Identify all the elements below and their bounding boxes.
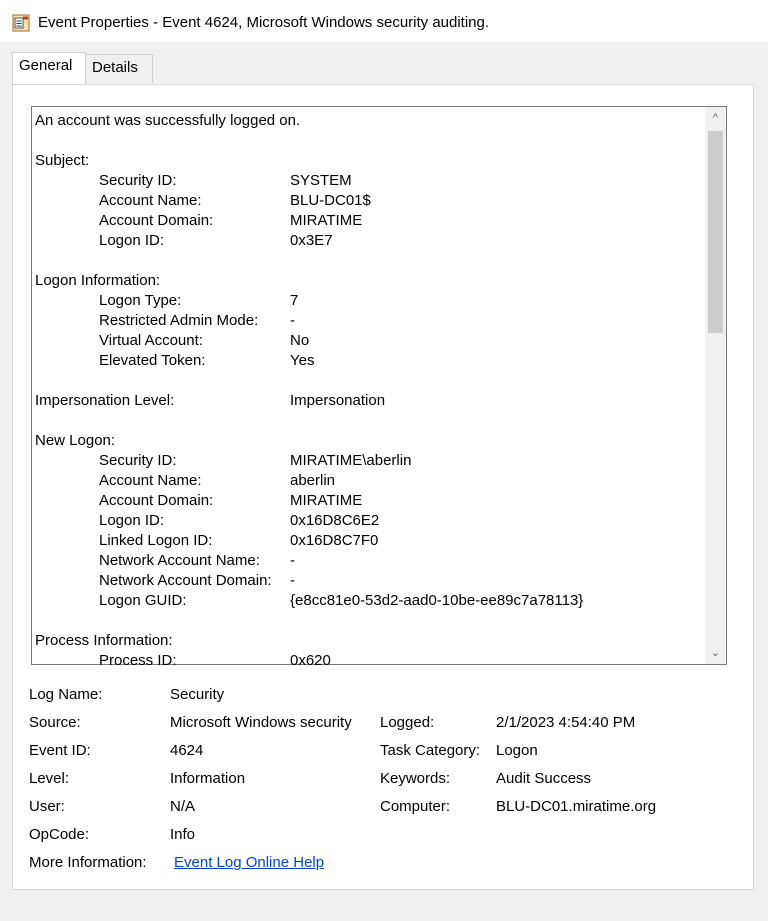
description-line xyxy=(35,571,700,591)
tab-details[interactable]: Details xyxy=(85,54,153,83)
description-line xyxy=(35,651,700,671)
description-field-label: Logon GUID: xyxy=(99,592,187,609)
description-field-value: - xyxy=(290,312,295,329)
description-field-label: Linked Logon ID: xyxy=(99,532,213,549)
description-field-value: BLU-DC01$ xyxy=(290,192,371,209)
description-field-label: Security ID: xyxy=(99,172,177,189)
description-field-label: Process Information: xyxy=(35,632,173,649)
description-field-value: aberlin xyxy=(290,472,336,489)
description-line xyxy=(35,531,700,551)
opcode-label: OpCode: xyxy=(29,826,90,843)
log-name-label: Log Name: xyxy=(29,686,103,703)
description-line xyxy=(35,351,700,371)
scroll-up-icon[interactable]: ^ xyxy=(712,112,719,124)
keywords-label: Keywords: xyxy=(380,770,451,787)
event-id-value: 4624 xyxy=(170,742,204,759)
description-field-label: Security ID: xyxy=(99,452,177,469)
description-field-value: - xyxy=(290,572,295,589)
description-field-label: New Logon: xyxy=(35,432,116,449)
description-field-label: Logon Type: xyxy=(99,292,182,309)
logged-value: 2/1/2023 4:54:40 PM xyxy=(496,714,636,731)
source-label: Source: xyxy=(29,714,81,731)
description-line xyxy=(35,151,700,171)
description-line xyxy=(35,231,700,251)
description-line xyxy=(35,271,700,291)
description-line xyxy=(35,631,700,651)
event-id-label: Event ID: xyxy=(29,742,91,759)
description-line xyxy=(35,511,700,531)
description-line xyxy=(35,431,700,451)
description-line xyxy=(35,251,700,271)
description-line xyxy=(35,611,700,631)
description-field-value: Yes xyxy=(290,352,315,369)
computer-label: Computer: xyxy=(380,798,451,815)
user-value: N/A xyxy=(170,798,196,815)
description-field-label: Impersonation Level: xyxy=(35,392,175,409)
description-line xyxy=(35,551,700,571)
computer-value: BLU-DC01.miratime.org xyxy=(496,798,657,815)
description-field-value: - xyxy=(290,552,295,569)
task-category-value: Logon xyxy=(496,742,538,759)
description-field-label: Restricted Admin Mode: xyxy=(99,312,259,329)
description-line xyxy=(35,331,700,351)
tab-general[interactable]: General xyxy=(12,52,86,84)
description-field-label: Virtual Account: xyxy=(99,332,203,349)
description-field-value: MIRATIME xyxy=(290,212,363,229)
description-field-value: 0x3E7 xyxy=(290,232,333,249)
description-field-value: SYSTEM xyxy=(290,172,352,189)
description-line xyxy=(35,471,700,491)
description-field-value: Impersonation xyxy=(290,392,386,409)
description-field-value: {e8cc81e0-53d2-aad0-10be-ee89c7a78113} xyxy=(290,592,584,609)
description-field-label: Logon ID: xyxy=(99,512,165,529)
description-line xyxy=(35,291,700,311)
description-field-label: An account was successfully logged on. xyxy=(35,112,301,129)
description-field-label: Account Name: xyxy=(99,472,202,489)
scroll-down-icon[interactable]: ⌄ xyxy=(710,647,721,659)
window-title: Event Properties - Event 4624, Microsoft Windows security auditing. xyxy=(38,14,490,31)
keywords-value: Audit Success xyxy=(496,770,592,787)
description-field-label: Logon Information: xyxy=(35,272,161,289)
description-field-label: Network Account Domain: xyxy=(99,572,272,589)
description-field-value: 0x16D8C6E2 xyxy=(290,512,380,529)
description-field-value: MIRATIME\aberlin xyxy=(290,452,412,469)
description-field-value: 7 xyxy=(290,292,299,309)
description-line xyxy=(35,491,700,511)
scrollbar-thumb[interactable] xyxy=(708,131,723,333)
description-field-value: MIRATIME xyxy=(290,492,363,509)
description-field-label: Account Domain: xyxy=(99,212,214,229)
description-line xyxy=(35,191,700,211)
logged-label: Logged: xyxy=(380,714,435,731)
description-field-label: Subject: xyxy=(35,152,90,169)
event-viewer-icon xyxy=(12,14,30,32)
event-description-text xyxy=(35,111,700,669)
task-category-label: Task Category: xyxy=(380,742,481,759)
event-description-textbox[interactable] xyxy=(31,106,727,669)
description-line xyxy=(35,391,700,411)
level-value: Information xyxy=(170,770,246,787)
description-field-label: Process ID: xyxy=(99,652,177,669)
description-line xyxy=(35,111,700,131)
vertical-scrollbar[interactable] xyxy=(705,107,726,664)
description-line xyxy=(35,171,700,191)
description-line xyxy=(35,211,700,231)
title-bar[interactable] xyxy=(0,4,768,42)
description-field-label: Account Name: xyxy=(99,192,202,209)
description-field-label: Account Domain: xyxy=(99,492,214,509)
description-field-value: 0x16D8C7F0 xyxy=(290,532,379,549)
description-line xyxy=(35,131,700,151)
description-line xyxy=(35,591,700,611)
description-field-label: Logon ID: xyxy=(99,232,165,249)
more-information-label: More Information: xyxy=(29,854,147,871)
description-line xyxy=(35,371,700,391)
description-line xyxy=(35,311,700,331)
description-field-value: No xyxy=(290,332,310,349)
description-field-label: Elevated Token: xyxy=(99,352,206,369)
description-line xyxy=(35,411,700,431)
description-field-label: Network Account Name: xyxy=(99,552,260,569)
description-line xyxy=(35,451,700,471)
log-name-value: Security xyxy=(170,686,225,703)
user-label: User: xyxy=(29,798,65,815)
description-field-value: 0x620 xyxy=(290,652,331,669)
source-value: Microsoft Windows security xyxy=(170,714,352,731)
opcode-value: Info xyxy=(170,826,196,843)
level-label: Level: xyxy=(29,770,70,787)
event-log-online-help-link[interactable]: Event Log Online Help xyxy=(174,854,325,871)
